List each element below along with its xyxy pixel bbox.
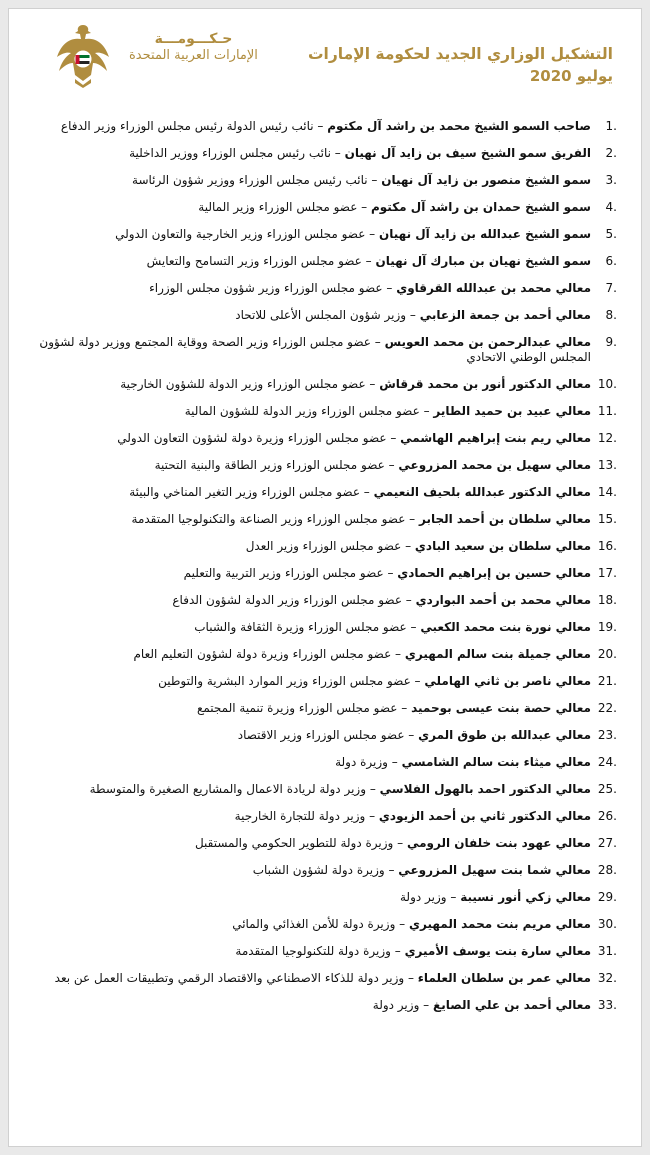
item-number: 31.: [597, 944, 617, 958]
document-header: [9, 9, 641, 109]
minister-name: معالي سلطان بن سعيد البادي: [414, 539, 591, 553]
minister-list: [23, 119, 617, 1025]
minister-role: – عضو مجلس الوزراء وزير العدل: [245, 539, 415, 553]
minister-role: – عضو مجلس الوزراء وزيرة تنمية المجتمع: [196, 701, 412, 715]
item-number: 20.: [597, 647, 617, 661]
item-text: [23, 863, 591, 878]
list-item: [23, 620, 617, 647]
minister-name: صاحب السمو الشيخ محمد بن راشد آل مكتوم: [327, 119, 591, 133]
item-text: [23, 701, 591, 716]
list-item: [23, 227, 617, 254]
minister-name: معالي محمد بن أحمد البواردي: [415, 593, 591, 607]
item-text: [23, 458, 591, 473]
minister-role: – وزيرة دولة للتطوير الحكومي والمستقبل: [194, 836, 407, 850]
minister-name: سمو الشيخ عبدالله بن زايد آل نهيان: [379, 227, 591, 241]
list-item: [23, 308, 617, 335]
minister-role: – وزير دولة للتجارة الخارجية: [234, 809, 379, 823]
item-text: [23, 782, 591, 797]
item-text: [23, 281, 591, 296]
item-text: [23, 404, 591, 419]
list-item: [23, 836, 617, 863]
item-number: 11.: [597, 404, 617, 418]
item-number: 24.: [597, 755, 617, 769]
list-item: [23, 119, 617, 146]
item-text: [23, 917, 591, 932]
list-item: [23, 200, 617, 227]
item-number: 6.: [605, 254, 617, 268]
item-number: 29.: [597, 890, 617, 904]
minister-name: معالي أحمد بن علي الصايغ: [433, 998, 591, 1012]
minister-role: – عضو مجلس الوزراء وزيرة دولة لشؤون التعاون الدولي: [117, 431, 401, 445]
item-number: 28.: [597, 863, 617, 877]
list-item: [23, 173, 617, 200]
minister-name: معالي ناصر بن ثاني الهاملي: [424, 674, 591, 688]
item-text: [23, 620, 591, 635]
minister-name: معالي الدكتور أنور بن محمد قرقاش: [379, 377, 591, 391]
list-item: [23, 647, 617, 674]
list-item: [23, 539, 617, 566]
item-text: [23, 809, 591, 824]
item-text: [23, 254, 591, 269]
item-number: 13.: [597, 458, 617, 472]
minister-role: – عضو مجلس الوزراء وزير الصحة ووقاية المجتمع ووزير دولة لشؤون المجلس الوطني الاتحادي: [39, 335, 591, 364]
item-text: [23, 755, 591, 770]
minister-role: – نائب رئيس الدولة رئيس مجلس الوزراء وزير الدفاع: [60, 119, 328, 133]
minister-role: – عضو مجلس الوزراء وزير التسامح والتعايش: [146, 254, 376, 268]
item-number: 8.: [605, 308, 617, 322]
item-number: 9.: [605, 335, 617, 349]
minister-name: معالي عمر بن سلطان العلماء: [417, 971, 591, 985]
minister-role: – وزير دولة للذكاء الاصطناعي والاقتصاد الرقمي وتطبيقات العمل عن بعد: [54, 971, 418, 985]
item-number: 14.: [597, 485, 617, 499]
minister-role: – عضو مجلس الوزراء وزير الدولة للشؤون المالية: [184, 404, 434, 418]
item-number: 32.: [597, 971, 617, 985]
list-item: [23, 335, 617, 377]
minister-role: – عضو مجلس الوزراء وزير شؤون مجلس الوزراء: [149, 281, 397, 295]
document-page: [8, 8, 642, 1147]
list-item: [23, 728, 617, 755]
list-item: [23, 254, 617, 281]
minister-name: معالي الدكتور احمد بالهول الفلاسي: [379, 782, 591, 796]
minister-name: معالي مريم بنت محمد المهيري: [409, 917, 591, 931]
minister-role: – وزيرة دولة للتكنولوجيا المتقدمة: [235, 944, 405, 958]
item-text: [23, 539, 591, 554]
list-item: [23, 458, 617, 485]
item-text: [23, 890, 591, 905]
list-item: [23, 431, 617, 458]
item-text: [23, 944, 591, 959]
minister-name: معالي نورة بنت محمد الكعبي: [420, 620, 591, 634]
item-number: 15.: [597, 512, 617, 526]
item-number: 16.: [597, 539, 617, 553]
list-item: [23, 890, 617, 917]
list-item: [23, 146, 617, 173]
minister-name: سمو الشيخ نهيان بن مبارك آل نهيان: [375, 254, 591, 268]
document-title: التشكيل الوزاري الجديد لحكومة الإمارات: [307, 45, 613, 63]
minister-name: معالي ريم بنت إبراهيم الهاشمي: [400, 431, 591, 445]
minister-role: – عضو مجلس الوزراء وزير الطاقة والبنية التحتية: [154, 458, 399, 472]
minister-role: – عضو مجلس الوزراء وزير الموارد البشرية والتوطين: [158, 674, 425, 688]
item-number: 30.: [597, 917, 617, 931]
minister-role: – وزير دولة لريادة الاعمال والمشاريع الصغيرة والمتوسطة: [89, 782, 380, 796]
minister-name: معالي عبدالرحمن بن محمد العويس: [384, 335, 591, 349]
item-number: 23.: [597, 728, 617, 742]
minister-role: – عضو مجلس الوزراء وزيرة دولة لشؤون التعليم العام: [133, 647, 405, 661]
minister-role: – عضو مجلس الوزراء وزير التغير المناخي والبيئة: [129, 485, 374, 499]
list-item: [23, 971, 617, 998]
minister-role: – عضو مجلس الوزراء وزيرة الثقافة والشباب: [194, 620, 421, 634]
list-item: [23, 593, 617, 620]
minister-name: معالي عهود بنت خلفان الرومي: [406, 836, 591, 850]
minister-name: معالي الدكتور ثاني بن أحمد الزيودي: [378, 809, 591, 823]
item-text: [23, 971, 591, 986]
item-text: [23, 227, 591, 242]
list-item: [23, 809, 617, 836]
minister-role: – عضو مجلس الوزراء وزير الدولة للشؤون الخارجية: [120, 377, 380, 391]
list-item: [23, 281, 617, 308]
item-text: [23, 173, 591, 188]
list-item: [23, 944, 617, 971]
minister-role: – وزيرة دولة: [335, 755, 402, 769]
list-item: [23, 863, 617, 890]
minister-role: – نائب رئيس مجلس الوزراء ووزير شؤون الرئاسة: [132, 173, 382, 187]
minister-name: سمو الشيخ منصور بن زايد آل نهيان: [381, 173, 591, 187]
item-text: [23, 335, 591, 365]
minister-role: – وزير شؤون المجلس الأعلى للاتحاد: [235, 308, 420, 322]
item-text: [23, 998, 591, 1013]
item-text: [23, 566, 591, 581]
list-item: [23, 404, 617, 431]
minister-role: – نائب رئيس مجلس الوزراء ووزير الداخلية: [129, 146, 345, 160]
minister-name: معالي سارة بنت يوسف الأميري: [404, 944, 591, 958]
list-item: [23, 755, 617, 782]
item-number: 12.: [597, 431, 617, 445]
list-item: [23, 782, 617, 809]
item-number: 3.: [605, 173, 617, 187]
item-number: 5.: [605, 227, 617, 241]
item-number: 21.: [597, 674, 617, 688]
list-item: [23, 485, 617, 512]
item-text: [23, 836, 591, 851]
government-name: حـكـــومـــة: [154, 31, 233, 47]
minister-name: معالي شما بنت سهيل المزروعي: [398, 863, 591, 877]
item-number: 27.: [597, 836, 617, 850]
item-text: [23, 200, 591, 215]
minister-name: معالي عبيد بن حميد الطاير: [433, 404, 591, 418]
item-text: [23, 728, 591, 743]
minister-role: – عضو مجلس الوزراء وزير الخارجية والتعاون الدولي: [115, 227, 379, 241]
minister-name: معالي ميثاء بنت سالم الشامسي: [401, 755, 591, 769]
item-number: 22.: [597, 701, 617, 715]
minister-name: معالي محمد بن عبدالله القرقاوي: [396, 281, 591, 295]
document-date: يوليو 2020: [529, 67, 613, 85]
item-number: 10.: [597, 377, 617, 391]
item-number: 1.: [605, 119, 617, 133]
list-item: [23, 377, 617, 404]
list-item: [23, 674, 617, 701]
minister-role: – وزيرة دولة للأمن الغذائي والمائي: [232, 917, 409, 931]
list-item: [23, 917, 617, 944]
item-number: 17.: [597, 566, 617, 580]
item-number: 4.: [605, 200, 617, 214]
list-item: [23, 512, 617, 539]
minister-role: – عضو مجلس الوزراء وزير الاقتصاد: [237, 728, 419, 742]
minister-role: – وزيرة دولة لشؤون الشباب: [252, 863, 399, 877]
minister-name: معالي الدكتور عبدالله بلحيف النعيمي: [373, 485, 591, 499]
minister-role: – عضو مجلس الوزراء وزير الصناعة والتكنولوجيا المتقدمة: [131, 512, 419, 526]
item-number: 2.: [605, 146, 617, 160]
item-text: [23, 431, 591, 446]
minister-name: معالي جميلة بنت سالم المهيري: [404, 647, 591, 661]
minister-name: الفريق سمو الشيخ سيف بن زايد آل نهيان: [344, 146, 591, 160]
uae-emblem-icon: [53, 19, 113, 89]
government-country: الإمارات العربية المتحدة: [129, 48, 258, 63]
minister-name: معالي زكي أنور نسيبة: [460, 890, 591, 904]
minister-name: معالي أحمد بن جمعة الزعابي: [419, 308, 591, 322]
item-number: 7.: [605, 281, 617, 295]
item-text: [23, 119, 591, 134]
item-text: [23, 485, 591, 500]
minister-name: معالي حصة بنت عيسى بوحميد: [411, 701, 591, 715]
minister-role: – عضو مجلس الوزراء وزير الدولة لشؤون الدفاع: [172, 593, 416, 607]
minister-name: معالي سلطان بن أحمد الجابر: [419, 512, 591, 526]
minister-name: سمو الشيخ حمدان بن راشد آل مكتوم: [370, 200, 591, 214]
minister-role: – وزير دولة: [372, 998, 433, 1012]
government-logo-text: [129, 31, 258, 65]
list-item: [23, 998, 617, 1025]
minister-name: معالي سهيل بن محمد المزروعي: [398, 458, 591, 472]
minister-role: – عضو مجلس الوزراء وزير المالية: [198, 200, 371, 214]
item-number: 33.: [597, 998, 617, 1012]
item-text: [23, 377, 591, 392]
minister-name: معالي عبدالله بن طوق المري: [418, 728, 591, 742]
minister-role: – وزير دولة: [400, 890, 461, 904]
item-text: [23, 647, 591, 662]
item-number: 25.: [597, 782, 617, 796]
item-text: [23, 674, 591, 689]
item-text: [23, 308, 591, 323]
minister-name: معالي حسين بن إبراهيم الحمادي: [397, 566, 591, 580]
item-text: [23, 593, 591, 608]
minister-role: – عضو مجلس الوزراء وزير التربية والتعليم: [183, 566, 398, 580]
list-item: [23, 566, 617, 593]
title-block: [308, 43, 613, 87]
list-item: [23, 701, 617, 728]
item-text: [23, 146, 591, 161]
item-number: 19.: [597, 620, 617, 634]
item-text: [23, 512, 591, 527]
item-number: 18.: [597, 593, 617, 607]
item-number: 26.: [597, 809, 617, 823]
